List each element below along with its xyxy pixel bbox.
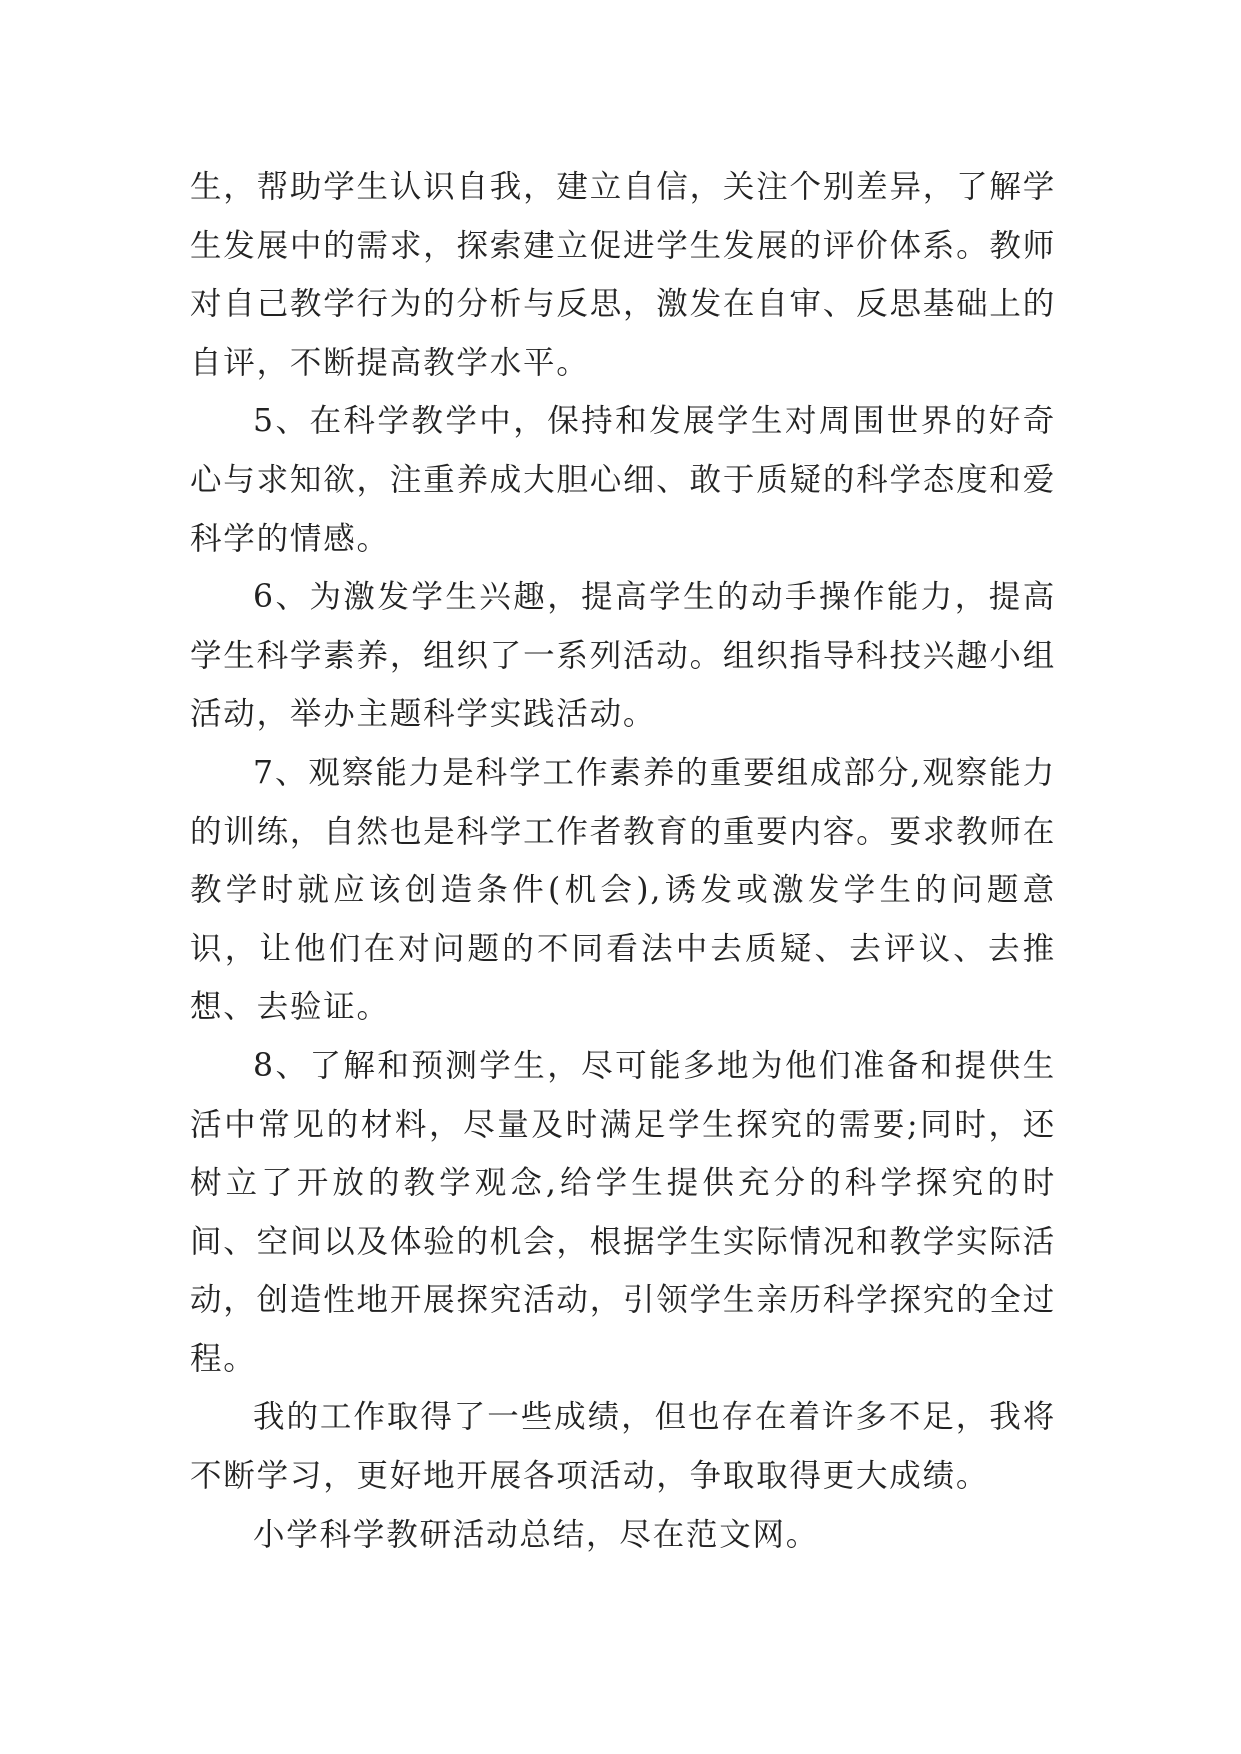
paragraph-item-6: 6、为激发学生兴趣，提高学生的动手操作能力，提高学生科学素养，组织了一系列活动。组织指导科技兴趣小组活动，举办主题科学实践活动。 [190, 579, 1056, 733]
document-body [190, 158, 1056, 1564]
paragraph-item-5: 5、在科学教学中，保持和发展学生对周围世界的好奇心与求知欲，注重养成大胆心细、敢于质疑的科学态度和爱科学的情感。 [190, 403, 1056, 557]
paragraph-item-7: 7、观察能力是科学工作素养的重要组成部分,观察能力的训练，自然也是科学工作者教育的重要内容。要求教师在教学时就应该创造条件(机会),诱发或激发学生的问题意识，让他们在对问题的不同看法中去质疑、去评议、去推想、去验证。 [190, 754, 1056, 1026]
paragraph-continued: 生，帮助学生认识自我，建立自信，关注个别差异，了解学生发展中的需求，探索建立促进学生发展的评价体系。教师对自己教学行为的分析与反思，激发在自审、反思基础上的自评，不断提高教学水平。 [190, 169, 1056, 381]
paragraph-conclusion: 我的工作取得了一些成绩，但也存在着许多不足，我将不断学习，更好地开展各项活动，争取取得更大成绩。 [190, 1399, 1056, 1495]
paragraph-closing: 小学科学教研活动总结，尽在范文网。 [253, 1516, 820, 1553]
paragraph-item-8: 8、了解和预测学生，尽可能多地为他们准备和提供生活中常见的材料，尽量及时满足学生探究的需要;同时，还树立了开放的教学观念,给学生提供充分的科学探究的时间、空间以及体验的机会，根据学生实际情况和教学实际活动，创造性地开展探究活动，引领学生亲历科学探究的全过程。 [190, 1047, 1056, 1377]
